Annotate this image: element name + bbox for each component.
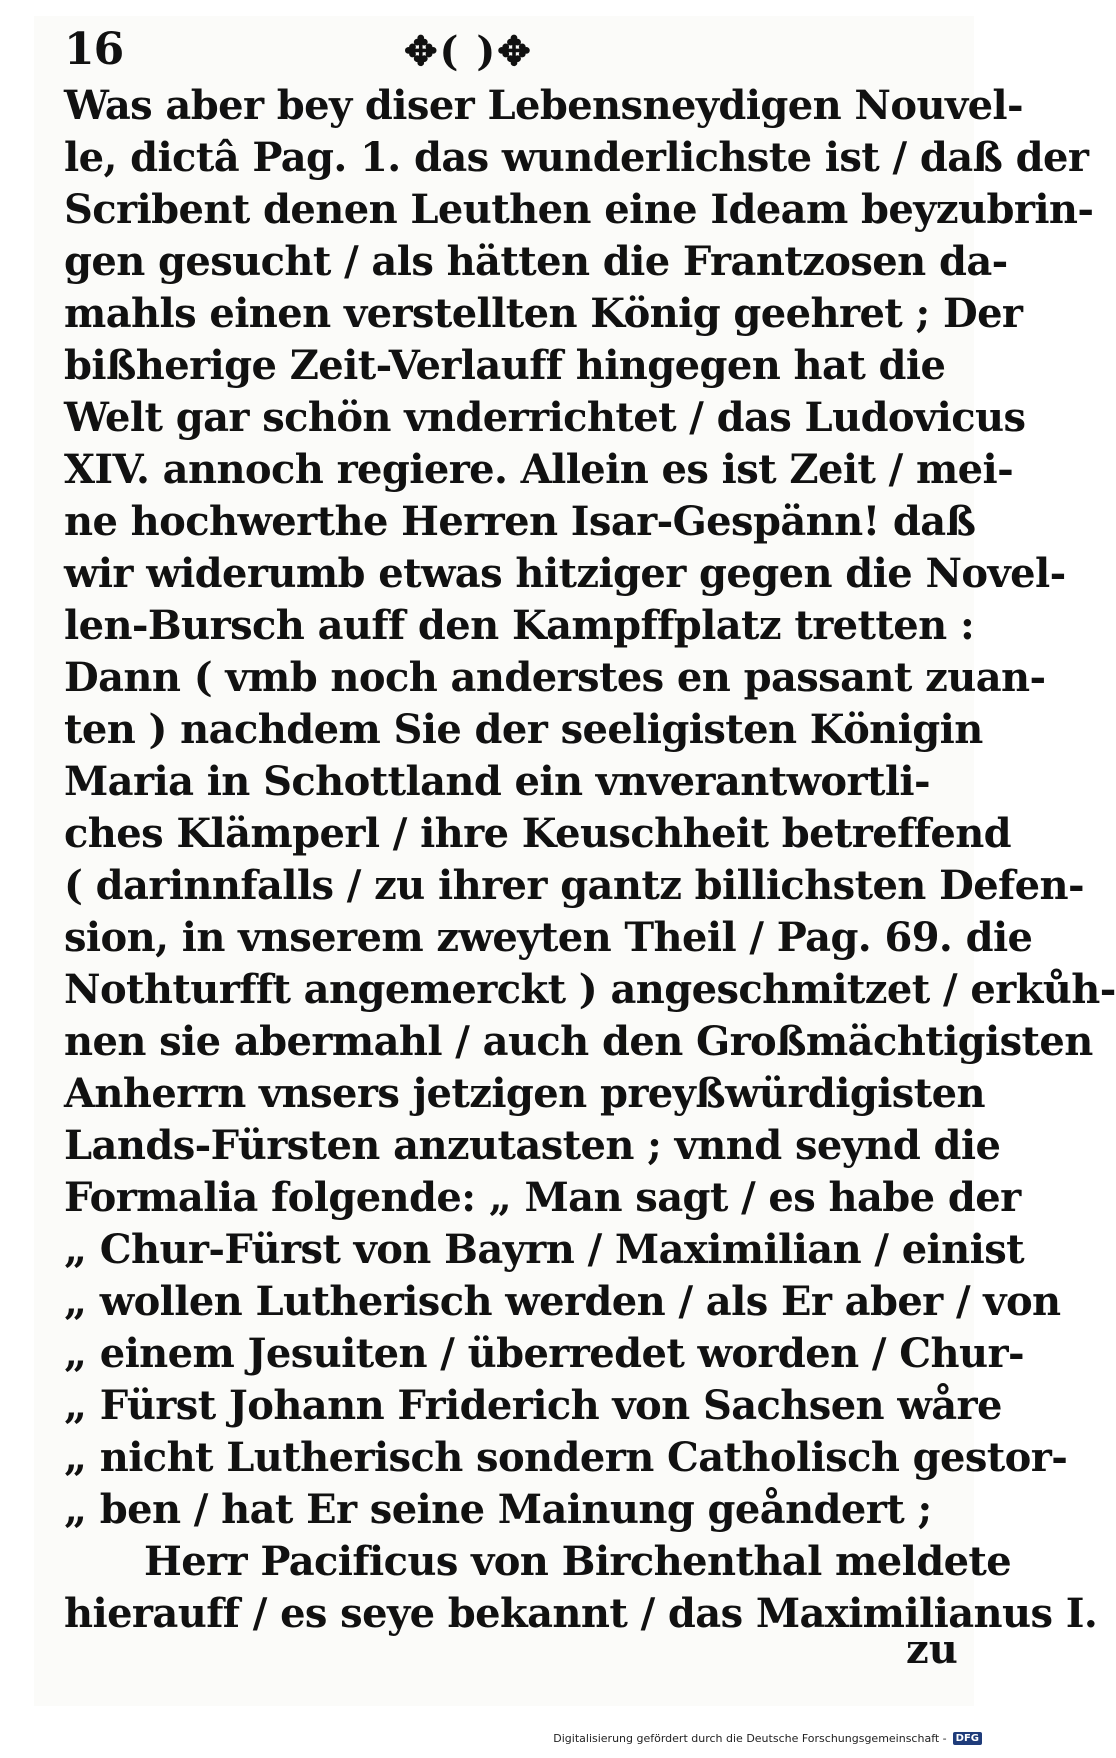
text-line: Nothturfft angemerckt ) angeschmitzet / erkůh-: [64, 966, 1116, 1013]
text-line: Maria in Schottland ein vnverantwortli-: [64, 758, 931, 805]
text-line: Welt gar schön vnderrichtet / das Ludovicus: [64, 394, 1026, 441]
dfg-logo: DFG: [953, 1732, 982, 1745]
text-line: Anherrn vnsers jetzigen preyßwürdigisten: [64, 1070, 985, 1117]
text-line: Formalia folgende: „ Man sagt / es habe der: [64, 1174, 1021, 1221]
text-line: mahls einen verstellten König geehret ; Der: [64, 290, 1023, 337]
text-line: Dann ( vmb noch anderstes en passant zuan-: [64, 654, 1046, 701]
text-line: len-Bursch auff den Kampffplatz tretten :: [64, 602, 975, 649]
text-line: nen sie abermahl / auch den Großmächtigisten: [64, 1018, 1093, 1065]
body-text: [64, 80, 1116, 1640]
text-line: XIV. annoch regiere. Allein es ist Zeit / mei-: [64, 446, 1014, 493]
text-line: le, dictâ Pag. 1. das wunderlichste ist / daß der: [64, 134, 1089, 181]
text-line: wir widerumb etwas hitziger gegen die Novel-: [64, 550, 1066, 597]
page-header: [64, 24, 944, 84]
text-line: sion, in vnserem zweyten Theil / Pag. 69. die: [64, 914, 1033, 961]
text-line: Was aber bey diser Lebensneydigen Nouvel-: [64, 82, 1024, 129]
digitization-footer: [553, 1727, 982, 1749]
text-line: „ ben / hat Er seine Mainung geåndert ;: [64, 1486, 932, 1533]
text-line: Herr Pacificus von Birchenthal meldete: [144, 1538, 1012, 1585]
header-ornament: ✥( )✥: [404, 28, 533, 75]
text-line: Lands-Fürsten anzutasten ; vnnd seynd die: [64, 1122, 1001, 1169]
text-line: gen gesucht / als hätten die Frantzosen da-: [64, 238, 1008, 285]
text-line: ten ) nachdem Sie der seeligisten Königin: [64, 706, 983, 753]
text-line: „ Chur-Fürst von Bayrn / Maximilian / einist: [64, 1226, 1025, 1273]
text-line: „ nicht Lutherisch sondern Catholisch gestor-: [64, 1434, 1068, 1481]
catchword: zu: [906, 1626, 958, 1673]
text-line: „ wollen Lutherisch werden / als Er aber / von: [64, 1278, 1061, 1325]
text-line: „ einem Jesuiten / überredet worden / Chur-: [64, 1330, 1024, 1377]
text-line: ( darinnfalls / zu ihrer gantz billichsten Defen-: [64, 862, 1084, 909]
text-line: „ Fürst Johann Friderich von Sachsen wåre: [64, 1382, 1002, 1429]
text-line: ches Klämperl / ihre Keuschheit betreffend: [64, 810, 1012, 857]
footer-credit: Digitalisierung gefördert durch die Deutsche Forschungsgemeinschaft -: [553, 1731, 947, 1745]
text-line: hierauff / es seye bekannt / das Maximilianus I.: [64, 1590, 1098, 1637]
page-number: 16: [64, 24, 124, 75]
text-line: Scribent denen Leuthen eine Ideam beyzubrin-: [64, 186, 1094, 233]
text-line: bißherige Zeit-Verlauff hingegen hat die: [64, 342, 946, 389]
text-line: ne hochwerthe Herren Isar-Gespänn! daß: [64, 498, 976, 545]
